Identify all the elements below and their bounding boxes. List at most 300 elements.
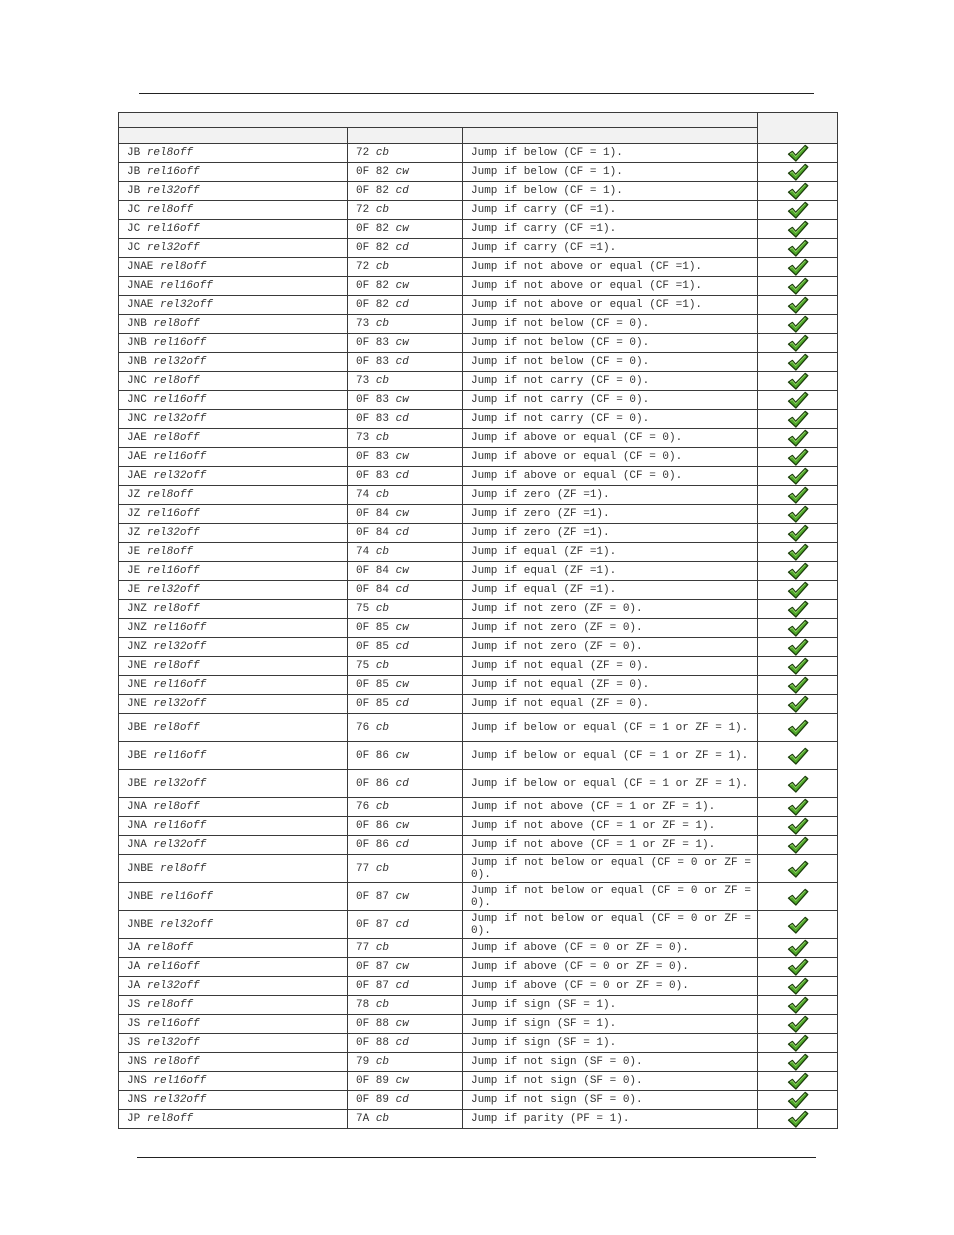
instruction-cell bbox=[119, 714, 348, 742]
table-row bbox=[119, 505, 838, 524]
operand: rel8off bbox=[153, 721, 200, 734]
mnemonic: JNA bbox=[127, 820, 147, 832]
mnemonic: JP bbox=[127, 1113, 141, 1125]
opcode: 75 bbox=[356, 603, 370, 615]
opcode-cell bbox=[348, 410, 463, 429]
supported-cell bbox=[758, 182, 838, 201]
operand: rel8off bbox=[153, 1056, 200, 1068]
instruction-cell bbox=[119, 1015, 348, 1034]
table-row bbox=[119, 695, 838, 714]
opcode-cell bbox=[348, 1110, 463, 1129]
opcode: 78 bbox=[356, 999, 370, 1011]
table-row bbox=[119, 410, 838, 429]
table-row bbox=[119, 581, 838, 600]
check-icon bbox=[787, 334, 809, 352]
check-icon bbox=[787, 888, 809, 906]
supported-cell bbox=[758, 486, 838, 505]
mnemonic: JNAE bbox=[127, 299, 154, 311]
check-icon bbox=[787, 719, 809, 737]
instruction-cell bbox=[119, 144, 348, 163]
mnemonic: JNA bbox=[127, 801, 147, 813]
mnemonic: JNS bbox=[127, 1094, 147, 1106]
table-row bbox=[119, 201, 838, 220]
description-cell: Jump if not above or equal (CF =1). bbox=[463, 258, 758, 277]
opcode: 0F 87 bbox=[356, 890, 390, 903]
opcode: 0F 82 bbox=[356, 185, 390, 197]
encoding: cd bbox=[395, 641, 409, 653]
instruction-cell bbox=[119, 315, 348, 334]
opcode: 0F 84 bbox=[356, 565, 390, 577]
instruction-cell bbox=[119, 770, 348, 798]
table-row bbox=[119, 182, 838, 201]
supported-cell bbox=[758, 353, 838, 372]
opcode: 74 bbox=[356, 546, 370, 558]
opcode-cell bbox=[348, 855, 463, 883]
opcode-cell bbox=[348, 296, 463, 315]
mnemonic: JNBE bbox=[127, 862, 154, 875]
mnemonic: JE bbox=[127, 546, 141, 558]
supported-cell bbox=[758, 505, 838, 524]
description-cell: Jump if not below (CF = 0). bbox=[463, 353, 758, 372]
mnemonic: JNE bbox=[127, 660, 147, 672]
encoding: cd bbox=[395, 185, 409, 197]
encoding: cw bbox=[395, 508, 409, 520]
opcode-cell bbox=[348, 1015, 463, 1034]
instruction-cell bbox=[119, 619, 348, 638]
check-icon bbox=[787, 239, 809, 257]
operand: rel16off bbox=[146, 223, 200, 235]
opcode: 75 bbox=[356, 660, 370, 672]
supported-cell bbox=[758, 334, 838, 353]
mnemonic: JBE bbox=[127, 777, 147, 790]
operand: rel8off bbox=[153, 318, 200, 330]
opcode: 0F 84 bbox=[356, 527, 390, 539]
description-cell: Jump if not below or equal (CF = 0 or ZF = 0). bbox=[463, 883, 758, 911]
instruction-cell bbox=[119, 467, 348, 486]
supported-cell bbox=[758, 1053, 838, 1072]
opcode-cell bbox=[348, 467, 463, 486]
description-cell: Jump if sign (SF = 1). bbox=[463, 996, 758, 1015]
operand: rel32off bbox=[160, 918, 213, 931]
mnemonic: JNS bbox=[127, 1056, 147, 1068]
table-title-row bbox=[119, 113, 838, 128]
footer-rule bbox=[137, 1157, 816, 1158]
operand: rel8off bbox=[153, 375, 200, 387]
check-icon bbox=[787, 836, 809, 854]
check-icon bbox=[787, 410, 809, 428]
mnemonic: JAE bbox=[127, 432, 147, 444]
encoding: cw bbox=[395, 820, 409, 832]
supported-cell bbox=[758, 1072, 838, 1091]
opcode: 0F 84 bbox=[356, 508, 390, 520]
mnemonic: JA bbox=[127, 942, 141, 954]
supported-cell bbox=[758, 1110, 838, 1129]
opcode-cell bbox=[348, 770, 463, 798]
operand: rel16off bbox=[153, 451, 207, 463]
encoding: cb bbox=[375, 660, 390, 672]
check-icon bbox=[787, 391, 809, 409]
instruction-cell bbox=[119, 239, 348, 258]
opcode: 0F 85 bbox=[356, 679, 390, 691]
opcode-cell bbox=[348, 258, 463, 277]
instruction-cell bbox=[119, 334, 348, 353]
supported-cell bbox=[758, 638, 838, 657]
table-row bbox=[119, 600, 838, 619]
encoding: cd bbox=[395, 839, 409, 851]
operand: rel32off bbox=[153, 698, 207, 710]
encoding: cb bbox=[375, 432, 390, 444]
check-icon bbox=[787, 182, 809, 200]
description-cell: Jump if not above (CF = 1 or ZF = 1). bbox=[463, 817, 758, 836]
table-row bbox=[119, 486, 838, 505]
opcode: 0F 86 bbox=[356, 839, 390, 851]
check-icon bbox=[787, 315, 809, 333]
table-row bbox=[119, 220, 838, 239]
mnemonic: JNZ bbox=[127, 603, 147, 615]
opcode: 0F 85 bbox=[356, 698, 390, 710]
mnemonic: JNB bbox=[127, 318, 147, 330]
table-row bbox=[119, 258, 838, 277]
opcode: 0F 88 bbox=[356, 1037, 390, 1049]
table-row bbox=[119, 391, 838, 410]
description-cell: Jump if not above (CF = 1 or ZF = 1). bbox=[463, 836, 758, 855]
opcode: 77 bbox=[356, 942, 370, 954]
opcode: 0F 87 bbox=[356, 961, 390, 973]
check-icon bbox=[787, 619, 809, 637]
supported-cell bbox=[758, 770, 838, 798]
encoding: cd bbox=[395, 470, 409, 482]
table-row bbox=[119, 939, 838, 958]
opcode-header bbox=[348, 128, 463, 144]
opcode-cell bbox=[348, 391, 463, 410]
description-cell: Jump if not carry (CF = 0). bbox=[463, 410, 758, 429]
column-header-row bbox=[119, 128, 838, 144]
opcode: 0F 89 bbox=[356, 1094, 390, 1106]
supported-cell bbox=[758, 883, 838, 911]
operand: rel32off bbox=[146, 1037, 200, 1049]
description-cell: Jump if not below (CF = 0). bbox=[463, 334, 758, 353]
opcode-cell bbox=[348, 836, 463, 855]
table-row bbox=[119, 996, 838, 1015]
opcode-cell bbox=[348, 817, 463, 836]
supported-cell bbox=[758, 657, 838, 676]
check-icon bbox=[787, 277, 809, 295]
description-cell: Jump if not sign (SF = 0). bbox=[463, 1053, 758, 1072]
opcode: 76 bbox=[356, 801, 370, 813]
supported-cell bbox=[758, 798, 838, 817]
operand: rel8off bbox=[146, 204, 194, 216]
mnemonic: JA bbox=[127, 980, 141, 992]
encoding: cb bbox=[375, 1113, 390, 1125]
check-icon bbox=[787, 524, 809, 542]
supported-cell bbox=[758, 911, 838, 939]
mnemonic: JE bbox=[127, 565, 141, 577]
supported-cell bbox=[758, 855, 838, 883]
operand: rel32off bbox=[153, 413, 207, 425]
supported-cell bbox=[758, 448, 838, 467]
table-row bbox=[119, 958, 838, 977]
encoding: cd bbox=[395, 299, 409, 311]
encoding: cd bbox=[395, 777, 409, 790]
operand: rel8off bbox=[146, 147, 194, 159]
opcode: 76 bbox=[356, 721, 370, 734]
opcode-cell bbox=[348, 939, 463, 958]
supported-cell bbox=[758, 600, 838, 619]
description-cell: Jump if sign (SF = 1). bbox=[463, 1034, 758, 1053]
opcode-cell bbox=[348, 1091, 463, 1110]
supported-cell bbox=[758, 996, 838, 1015]
mnemonic: JNZ bbox=[127, 622, 147, 634]
encoding: cb bbox=[375, 318, 390, 330]
operand: rel16off bbox=[146, 565, 200, 577]
instruction-cell bbox=[119, 817, 348, 836]
table-title-cell bbox=[119, 113, 758, 128]
description-cell: Jump if below or equal (CF = 1 or ZF = 1). bbox=[463, 770, 758, 798]
supported-cell bbox=[758, 220, 838, 239]
table-row bbox=[119, 638, 838, 657]
instruction-cell bbox=[119, 883, 348, 911]
opcode-cell bbox=[348, 372, 463, 391]
supported-cell bbox=[758, 524, 838, 543]
instruction-cell bbox=[119, 1053, 348, 1072]
opcode: 0F 82 bbox=[356, 166, 390, 178]
table-row bbox=[119, 977, 838, 996]
check-icon bbox=[787, 258, 809, 276]
operand: rel8off bbox=[153, 801, 200, 813]
supported-cell bbox=[758, 391, 838, 410]
encoding: cw bbox=[395, 679, 409, 691]
opcode: 0F 83 bbox=[356, 413, 390, 425]
encoding: cd bbox=[395, 1037, 409, 1049]
operand: rel8off bbox=[160, 862, 207, 875]
mnemonic: JBE bbox=[127, 721, 147, 734]
description-cell: Jump if carry (CF =1). bbox=[463, 220, 758, 239]
opcode: 79 bbox=[356, 1056, 370, 1068]
supported-cell bbox=[758, 1034, 838, 1053]
operand: rel8off bbox=[153, 432, 200, 444]
description-cell: Jump if parity (PF = 1). bbox=[463, 1110, 758, 1129]
check-icon bbox=[787, 1034, 809, 1052]
instruction-cell bbox=[119, 676, 348, 695]
opcode: 74 bbox=[356, 489, 370, 501]
mnemonic: JC bbox=[127, 204, 141, 216]
opcode: 0F 85 bbox=[356, 641, 390, 653]
mnemonic: JS bbox=[127, 999, 141, 1011]
operand: rel32off bbox=[146, 185, 200, 197]
operand: rel16off bbox=[146, 1018, 200, 1030]
operand: rel32off bbox=[153, 356, 207, 368]
opcode: 0F 83 bbox=[356, 337, 390, 349]
opcode-cell bbox=[348, 600, 463, 619]
supported-cell bbox=[758, 543, 838, 562]
description-cell: Jump if above or equal (CF = 0). bbox=[463, 467, 758, 486]
supported-cell bbox=[758, 239, 838, 258]
table-row bbox=[119, 334, 838, 353]
instruction-cell bbox=[119, 353, 348, 372]
instruction-cell bbox=[119, 836, 348, 855]
operand: rel32off bbox=[153, 641, 207, 653]
instruction-cell bbox=[119, 996, 348, 1015]
encoding: cd bbox=[395, 527, 409, 539]
description-cell: Jump if not below or equal (CF = 0 or ZF = 0). bbox=[463, 855, 758, 883]
operand: rel16off bbox=[146, 508, 200, 520]
check-icon bbox=[787, 798, 809, 816]
description-header bbox=[463, 128, 758, 144]
instruction-header bbox=[119, 128, 348, 144]
mnemonic: JNS bbox=[127, 1075, 147, 1087]
instruction-cell bbox=[119, 372, 348, 391]
opcode-cell bbox=[348, 883, 463, 911]
operand: rel32off bbox=[146, 527, 200, 539]
table-row bbox=[119, 836, 838, 855]
encoding: cw bbox=[395, 1018, 409, 1030]
check-icon bbox=[787, 296, 809, 314]
check-icon bbox=[787, 775, 809, 793]
mnemonic: JB bbox=[127, 185, 141, 197]
opcode-cell bbox=[348, 1072, 463, 1091]
encoding: cw bbox=[395, 565, 409, 577]
table-row bbox=[119, 657, 838, 676]
supported-cell bbox=[758, 619, 838, 638]
instruction-cell bbox=[119, 543, 348, 562]
operand: rel32off bbox=[146, 584, 200, 596]
description-cell: Jump if above or equal (CF = 0). bbox=[463, 448, 758, 467]
mnemonic: JC bbox=[127, 223, 141, 235]
mnemonic: JNC bbox=[127, 394, 147, 406]
description-cell: Jump if equal (ZF =1). bbox=[463, 581, 758, 600]
mnemonic: JBE bbox=[127, 749, 147, 762]
operand: rel16off bbox=[153, 622, 207, 634]
description-cell: Jump if above (CF = 0 or ZF = 0). bbox=[463, 958, 758, 977]
opcode-cell bbox=[348, 562, 463, 581]
table-row bbox=[119, 562, 838, 581]
check-icon bbox=[787, 860, 809, 878]
operand: rel32off bbox=[153, 470, 207, 482]
encoding: cw bbox=[395, 223, 409, 235]
opcode: 0F 86 bbox=[356, 820, 390, 832]
operand: rel16off bbox=[153, 1075, 207, 1087]
mnemonic: JNE bbox=[127, 698, 147, 710]
mnemonic: JNB bbox=[127, 337, 147, 349]
table-row bbox=[119, 911, 838, 939]
opcode-cell bbox=[348, 353, 463, 372]
mnemonic: JNAE bbox=[127, 261, 154, 273]
description-cell: Jump if below (CF = 1). bbox=[463, 163, 758, 182]
table-row bbox=[119, 239, 838, 258]
instruction-cell bbox=[119, 695, 348, 714]
operand: rel8off bbox=[153, 660, 200, 672]
table-row bbox=[119, 467, 838, 486]
opcode-cell bbox=[348, 315, 463, 334]
opcode-cell bbox=[348, 201, 463, 220]
operand: rel16off bbox=[153, 679, 207, 691]
description-cell: Jump if not above or equal (CF =1). bbox=[463, 296, 758, 315]
operand: rel8off bbox=[146, 999, 194, 1011]
instruction-cell bbox=[119, 220, 348, 239]
mnemonic: JE bbox=[127, 584, 141, 596]
check-icon bbox=[787, 600, 809, 618]
table-row bbox=[119, 883, 838, 911]
operand: rel8off bbox=[146, 942, 194, 954]
supported-cell bbox=[758, 372, 838, 391]
opcode: 0F 83 bbox=[356, 451, 390, 463]
encoding: cd bbox=[395, 242, 409, 254]
opcode: 72 bbox=[356, 261, 370, 273]
operand: rel16off bbox=[153, 749, 207, 762]
table-row bbox=[119, 817, 838, 836]
table-row bbox=[119, 798, 838, 817]
check-icon bbox=[787, 916, 809, 934]
opcode: 0F 87 bbox=[356, 980, 390, 992]
instruction-cell bbox=[119, 258, 348, 277]
check-icon bbox=[787, 144, 809, 162]
opcode-cell bbox=[348, 1053, 463, 1072]
description-cell: Jump if below or equal (CF = 1 or ZF = 1). bbox=[463, 714, 758, 742]
opcode: 73 bbox=[356, 375, 370, 387]
opcode-cell bbox=[348, 798, 463, 817]
supported-cell bbox=[758, 1015, 838, 1034]
opcode: 0F 85 bbox=[356, 622, 390, 634]
encoding: cw bbox=[395, 451, 409, 463]
operand: rel32off bbox=[153, 1094, 207, 1106]
instruction-cell bbox=[119, 1072, 348, 1091]
supported-cell bbox=[758, 410, 838, 429]
encoding: cb bbox=[375, 999, 390, 1011]
check-icon bbox=[787, 448, 809, 466]
mnemonic: JNC bbox=[127, 375, 147, 387]
opcode-cell bbox=[348, 657, 463, 676]
opcode: 0F 89 bbox=[356, 1075, 390, 1087]
table-row bbox=[119, 1034, 838, 1053]
instruction-cell bbox=[119, 958, 348, 977]
description-cell: Jump if equal (ZF =1). bbox=[463, 562, 758, 581]
supported-header-cell bbox=[758, 113, 838, 144]
opcode: 0F 87 bbox=[356, 918, 390, 931]
table-row bbox=[119, 353, 838, 372]
encoding: cb bbox=[375, 862, 390, 875]
opcode: 0F 83 bbox=[356, 356, 390, 368]
supported-cell bbox=[758, 163, 838, 182]
instruction-cell bbox=[119, 977, 348, 996]
opcode: 0F 83 bbox=[356, 470, 390, 482]
mnemonic: JNC bbox=[127, 413, 147, 425]
opcode-cell bbox=[348, 742, 463, 770]
description-cell: Jump if not carry (CF = 0). bbox=[463, 372, 758, 391]
operand: rel32off bbox=[160, 299, 213, 311]
encoding: cw bbox=[395, 280, 409, 292]
instruction-cell bbox=[119, 600, 348, 619]
table-row bbox=[119, 714, 838, 742]
mnemonic: JS bbox=[127, 1018, 141, 1030]
header-rule bbox=[139, 93, 814, 94]
operand: rel16off bbox=[153, 394, 207, 406]
description-cell: Jump if below (CF = 1). bbox=[463, 182, 758, 201]
opcode: 0F 86 bbox=[356, 777, 390, 790]
check-icon bbox=[787, 676, 809, 694]
check-icon bbox=[787, 1053, 809, 1071]
description-cell: Jump if not equal (ZF = 0). bbox=[463, 657, 758, 676]
opcode: 0F 86 bbox=[356, 749, 390, 762]
supported-cell bbox=[758, 201, 838, 220]
supported-cell bbox=[758, 562, 838, 581]
opcode-cell bbox=[348, 977, 463, 996]
supported-cell bbox=[758, 296, 838, 315]
supported-cell bbox=[758, 958, 838, 977]
description-cell: Jump if not above or equal (CF =1). bbox=[463, 277, 758, 296]
mnemonic: JNA bbox=[127, 839, 147, 851]
instruction-cell bbox=[119, 581, 348, 600]
description-cell: Jump if carry (CF =1). bbox=[463, 201, 758, 220]
